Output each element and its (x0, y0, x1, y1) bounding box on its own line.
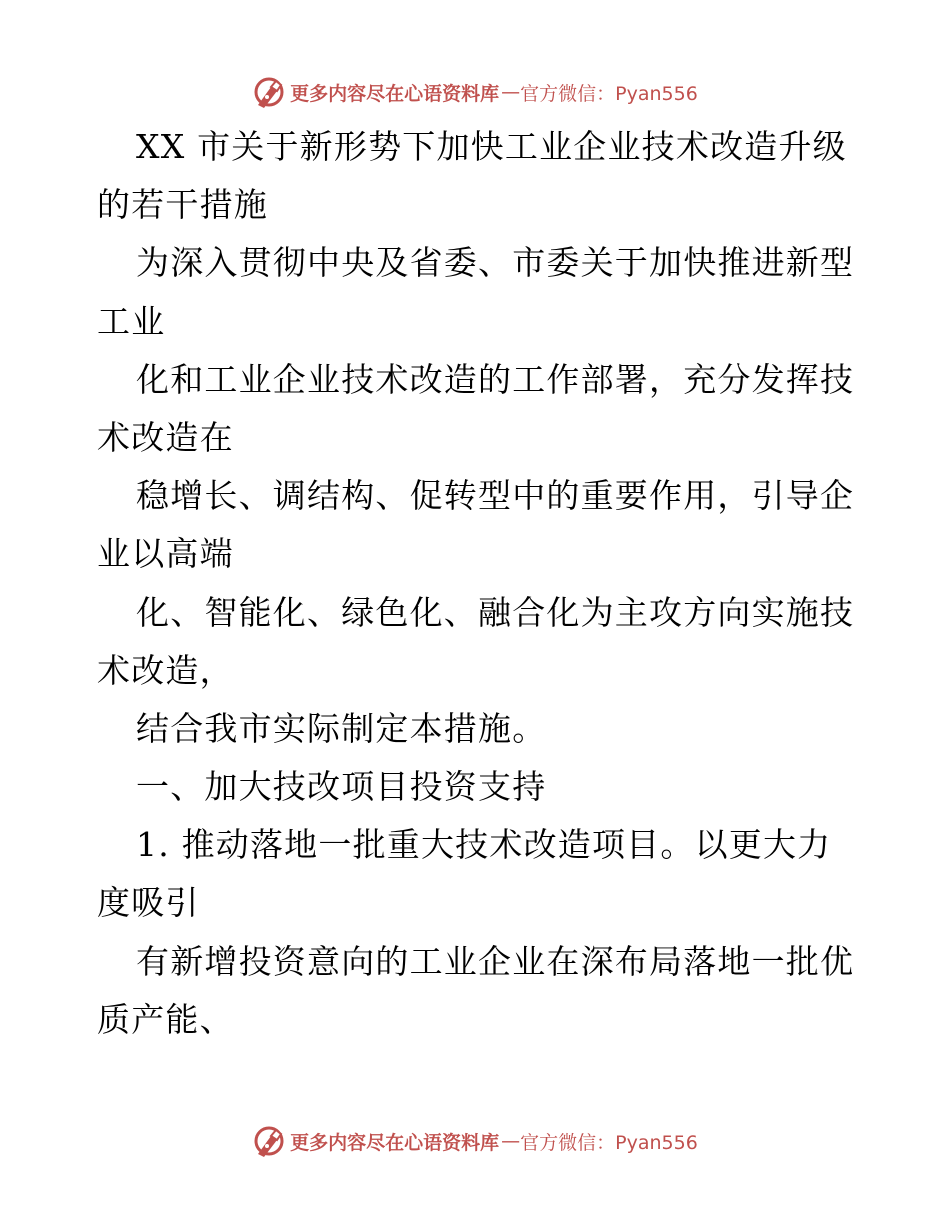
doc-paragraph-line: 度吸引 (97, 883, 200, 923)
pen-nib-logo-icon (252, 1124, 286, 1158)
doc-paragraph-line: 1. 推动落地一批重大技术改造项目。以更大力 (136, 825, 832, 865)
watermark-suffix-text: 官方微信：Pyan556 (520, 1131, 698, 1154)
doc-paragraph-line: 稳增长、调结构、促转型中的重要作用，引导企 (136, 476, 855, 516)
document-body (97, 118, 857, 1049)
doc-paragraph-line: 化、智能化、绿色化、融合化为主攻方向实施技 (136, 592, 855, 632)
watermark-suffix-text: 官方微信：Pyan556 (520, 82, 698, 105)
watermark-separator: — (501, 1130, 519, 1152)
watermark-separator: — (501, 81, 519, 103)
watermark-main-text: 更多内容尽在心语资料库 (290, 1131, 500, 1154)
doc-title-line-1: XX 市关于新形势下加快工业企业技术改造升级 (136, 127, 847, 166)
pen-nib-logo-icon (252, 75, 286, 109)
doc-paragraph-line: 化和工业企业技术改造的工作部署，充分发挥技 (136, 359, 855, 399)
doc-paragraph-line: 术改造在 (97, 417, 234, 457)
doc-paragraph-line: 结合我市实际制定本措施。 (136, 708, 547, 748)
doc-paragraph-line: 术改造， (97, 650, 234, 690)
doc-paragraph-line: 有新增投资意向的工业企业在深布局落地一批优 (136, 941, 855, 981)
doc-title-line-2: 的若干措施 (97, 185, 268, 225)
doc-paragraph-line: 业以高端 (97, 534, 234, 574)
header-watermark (0, 72, 950, 112)
footer-watermark (0, 1121, 950, 1161)
doc-paragraph-line: 为深入贯彻中央及省委、市委关于加快推进新型 (136, 243, 855, 283)
watermark-main-text: 更多内容尽在心语资料库 (290, 82, 500, 105)
section-heading: 一、加大技改项目投资支持 (136, 767, 547, 807)
doc-paragraph-line: 工业 (97, 301, 166, 341)
doc-paragraph-line: 质产能、 (97, 999, 234, 1039)
